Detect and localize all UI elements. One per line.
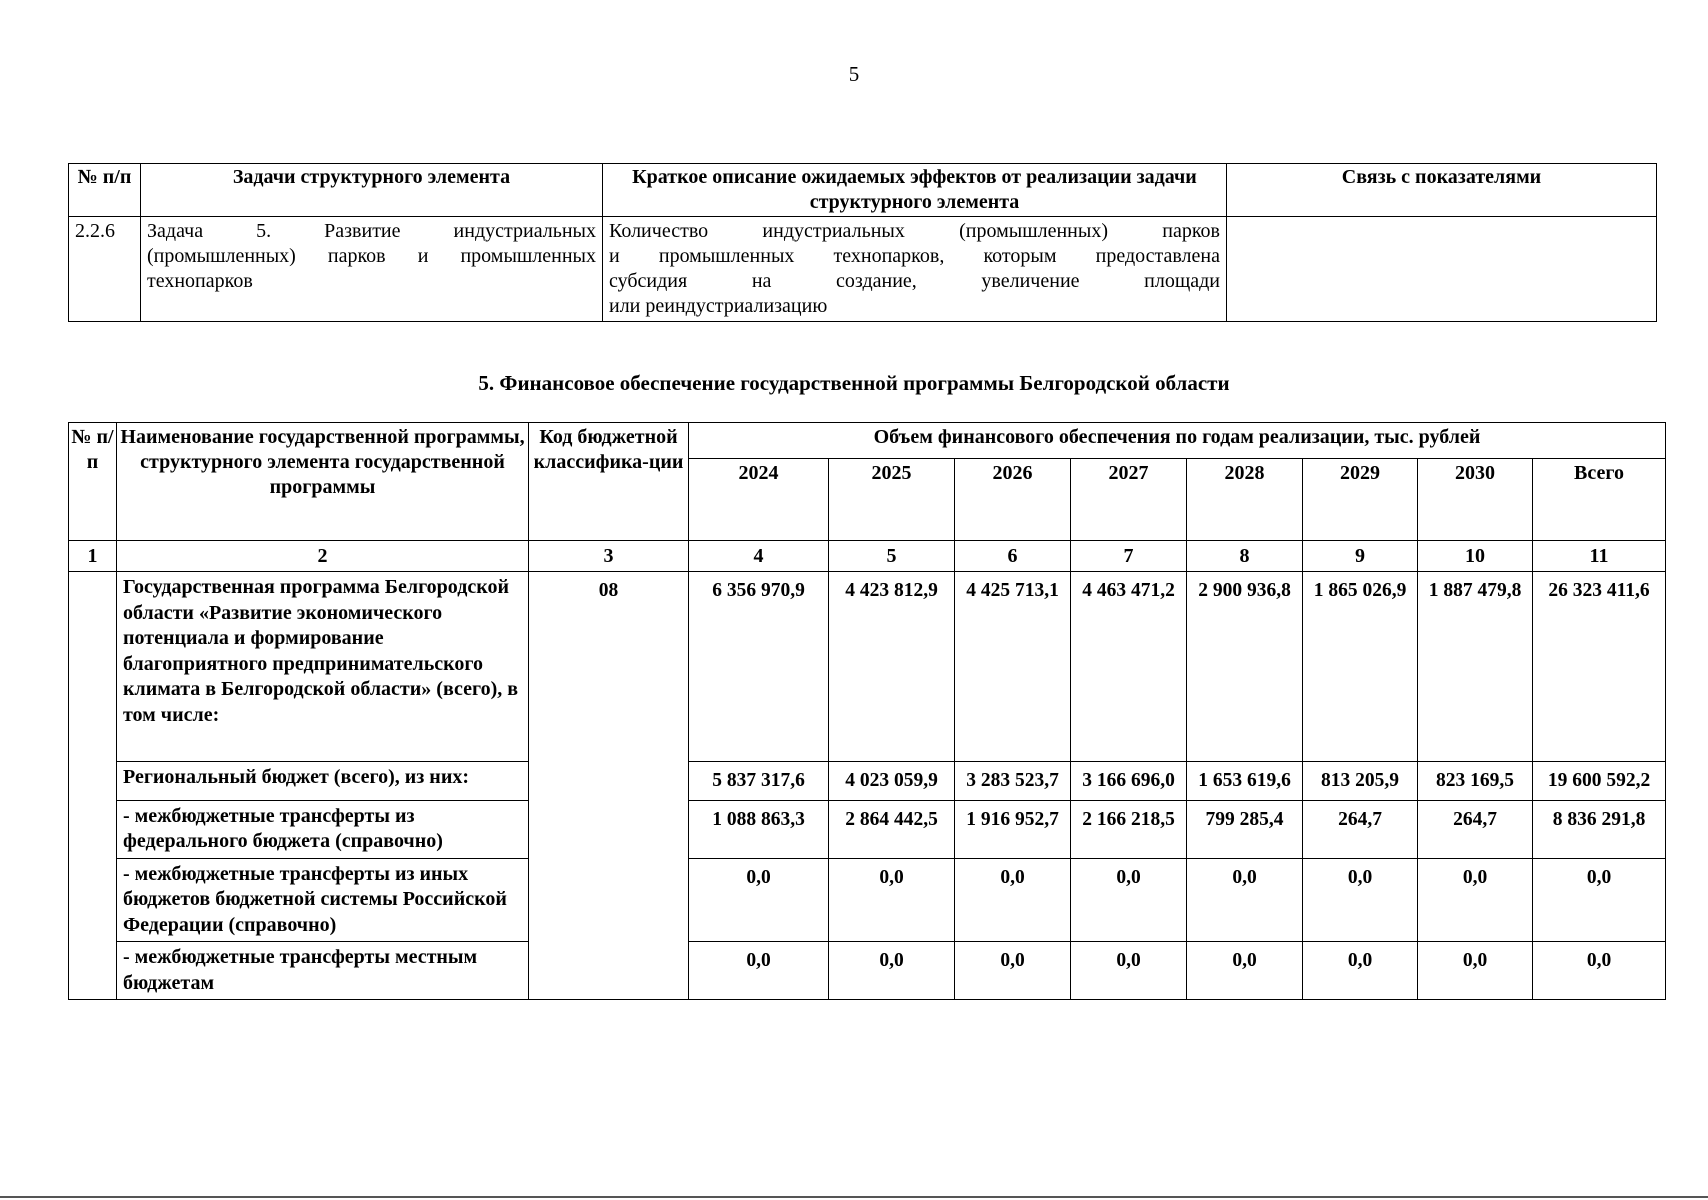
task-line: технопарков bbox=[147, 270, 253, 292]
page-number: 5 bbox=[848, 62, 860, 86]
finance-total: 19 600 592,2 bbox=[1533, 762, 1666, 801]
task-row-task bbox=[141, 217, 603, 322]
section-title: 5. Финансовое обеспечение государственной программы Белгородской области bbox=[478, 371, 1230, 395]
finance-value: 0,0 bbox=[1071, 858, 1187, 942]
finance-value: 2 864 442,5 bbox=[829, 800, 955, 858]
tasks-header-task: Задачи структурного элемента bbox=[141, 164, 603, 217]
finance-row-name: Государственная программа Белгородской области «Развитие экономического потенциала и формирование благоприятного предпринимательского климата в Белгородской области» (всего), в том числе: bbox=[117, 572, 529, 762]
finance-value: 0,0 bbox=[1071, 942, 1187, 1000]
year-header: 2028 bbox=[1187, 459, 1303, 541]
finance-value: 799 285,4 bbox=[1187, 800, 1303, 858]
finance-value: 4 463 471,2 bbox=[1071, 572, 1187, 762]
year-header: 2024 bbox=[689, 459, 829, 541]
finance-value: 0,0 bbox=[1418, 942, 1533, 1000]
task-line: Задача 5. Развитие индустриальных bbox=[147, 220, 596, 242]
finance-value: 0,0 bbox=[1418, 858, 1533, 942]
index-cell: 5 bbox=[829, 541, 955, 572]
finance-row-name: - межбюджетные трансферты из федерального бюджета (справочно) bbox=[117, 800, 529, 858]
tasks-table-row bbox=[69, 217, 1657, 322]
index-cell: 8 bbox=[1187, 541, 1303, 572]
finance-value: 5 837 317,6 bbox=[689, 762, 829, 801]
finance-index-row bbox=[69, 541, 1666, 572]
finance-row-name: - межбюджетные трансферты местным бюджетам bbox=[117, 942, 529, 1000]
finance-row-regional bbox=[69, 762, 1666, 801]
finance-total: 0,0 bbox=[1533, 942, 1666, 1000]
total-header: Всего bbox=[1533, 459, 1666, 541]
index-cell: 4 bbox=[689, 541, 829, 572]
index-cell: 9 bbox=[1303, 541, 1418, 572]
finance-row-local-transfers bbox=[69, 942, 1666, 1000]
task-row-effect bbox=[603, 217, 1227, 322]
tasks-header-effect: Краткое описание ожидаемых эффектов от реализации задачи структурного элемента bbox=[603, 164, 1227, 217]
finance-row-program-total bbox=[69, 572, 1666, 762]
index-cell: 11 bbox=[1533, 541, 1666, 572]
year-header: 2030 bbox=[1418, 459, 1533, 541]
finance-row-federal-transfers bbox=[69, 800, 1666, 858]
finance-header-num: № п/п bbox=[69, 423, 117, 541]
finance-value: 0,0 bbox=[1303, 858, 1418, 942]
finance-total: 0,0 bbox=[1533, 858, 1666, 942]
index-cell: 7 bbox=[1071, 541, 1187, 572]
index-cell: 6 bbox=[955, 541, 1071, 572]
finance-value: 0,0 bbox=[1303, 942, 1418, 1000]
finance-value: 3 166 696,0 bbox=[1071, 762, 1187, 801]
finance-value: 2 900 936,8 bbox=[1187, 572, 1303, 762]
tasks-table-header-row bbox=[69, 164, 1657, 217]
effect-line: Количество индустриальных (промышленных) парков bbox=[609, 220, 1220, 242]
finance-value: 813 205,9 bbox=[1303, 762, 1418, 801]
finance-value: 0,0 bbox=[1187, 942, 1303, 1000]
year-header: 2027 bbox=[1071, 459, 1187, 541]
tasks-header-num: № п/п bbox=[69, 164, 141, 217]
finance-row-name: - межбюджетные трансферты из иных бюджетов бюджетной системы Российской Федерации (справочно) bbox=[117, 858, 529, 942]
finance-value: 1 088 863,3 bbox=[689, 800, 829, 858]
effect-line: субсидия на создание, увеличение площади bbox=[609, 270, 1220, 292]
finance-value: 4 425 713,1 bbox=[955, 572, 1071, 762]
finance-value: 6 356 970,9 bbox=[689, 572, 829, 762]
task-row-num: 2.2.6 bbox=[69, 217, 141, 322]
finance-row-name: Региональный бюджет (всего), из них: bbox=[117, 762, 529, 801]
effect-line: или реиндустриализацию bbox=[609, 295, 828, 317]
finance-table bbox=[68, 422, 1666, 1000]
finance-value: 0,0 bbox=[955, 858, 1071, 942]
finance-header-volume: Объем финансового обеспечения по годам реализации, тыс. рублей bbox=[689, 423, 1666, 459]
finance-value: 1 865 026,9 bbox=[1303, 572, 1418, 762]
finance-total: 26 323 411,6 bbox=[1533, 572, 1666, 762]
task-line: (промышленных) парков и промышленных bbox=[147, 245, 596, 267]
index-cell: 3 bbox=[529, 541, 689, 572]
tasks-table bbox=[68, 163, 1657, 322]
finance-value: 1 887 479,8 bbox=[1418, 572, 1533, 762]
finance-value: 264,7 bbox=[1418, 800, 1533, 858]
finance-total: 8 836 291,8 bbox=[1533, 800, 1666, 858]
finance-value: 0,0 bbox=[955, 942, 1071, 1000]
finance-header-name: Наименование государственной программы, структурного элемента государственной программы bbox=[117, 423, 529, 541]
finance-value: 0,0 bbox=[829, 858, 955, 942]
finance-value: 4 023 059,9 bbox=[829, 762, 955, 801]
finance-value: 264,7 bbox=[1303, 800, 1418, 858]
tasks-header-link: Связь с показателями bbox=[1227, 164, 1657, 217]
index-cell: 1 bbox=[69, 541, 117, 572]
year-header: 2025 bbox=[829, 459, 955, 541]
finance-value: 0,0 bbox=[689, 858, 829, 942]
finance-value: 1 916 952,7 bbox=[955, 800, 1071, 858]
year-header: 2026 bbox=[955, 459, 1071, 541]
finance-num-cell bbox=[69, 572, 117, 1000]
finance-value: 0,0 bbox=[1187, 858, 1303, 942]
finance-value: 823 169,5 bbox=[1418, 762, 1533, 801]
finance-header-row-1 bbox=[69, 423, 1666, 459]
finance-value: 0,0 bbox=[829, 942, 955, 1000]
scan-bottom-edge bbox=[0, 1196, 1708, 1198]
finance-value: 1 653 619,6 bbox=[1187, 762, 1303, 801]
index-cell: 10 bbox=[1418, 541, 1533, 572]
finance-value: 4 423 812,9 bbox=[829, 572, 955, 762]
finance-value: 3 283 523,7 bbox=[955, 762, 1071, 801]
index-cell: 2 bbox=[117, 541, 529, 572]
year-header: 2029 bbox=[1303, 459, 1418, 541]
finance-row-other-transfers bbox=[69, 858, 1666, 942]
finance-header-code: Код бюджетной классифика-ции bbox=[529, 423, 689, 541]
finance-value: 0,0 bbox=[689, 942, 829, 1000]
task-row-link bbox=[1227, 217, 1657, 322]
finance-value: 2 166 218,5 bbox=[1071, 800, 1187, 858]
effect-line: и промышленных технопарков, которым предоставлена bbox=[609, 245, 1220, 267]
finance-code-cell: 08 bbox=[529, 572, 689, 1000]
